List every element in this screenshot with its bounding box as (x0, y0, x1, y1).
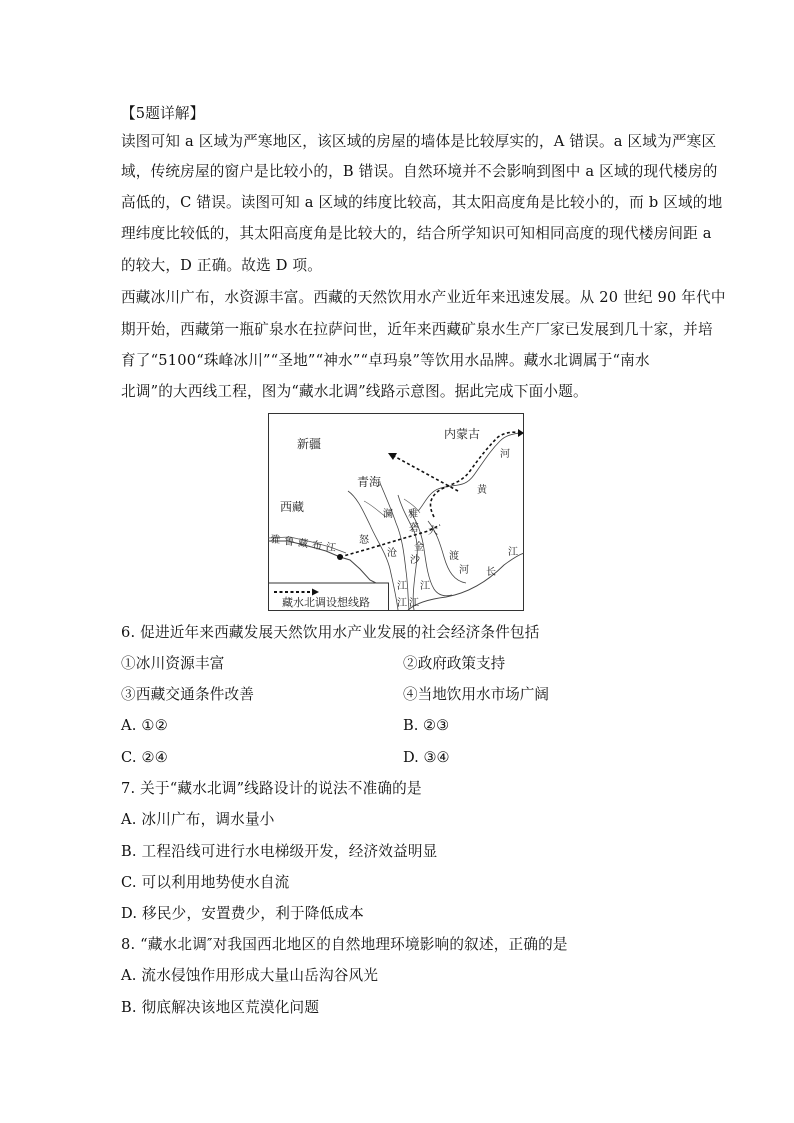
label-du: 渡 (449, 551, 459, 562)
label-chang: 长 (486, 567, 496, 578)
q6-item-2: ②政府政策支持 (403, 655, 506, 672)
label-xizang: 西藏 (280, 500, 305, 514)
label-jiang-right: 江 (508, 547, 518, 558)
label-long: 砻 (409, 523, 419, 534)
label-cang: 沧 (387, 548, 397, 559)
label-jiang-b: 江 (397, 581, 407, 592)
label-neimenggu: 内蒙古 (444, 427, 481, 441)
q6-option-c[interactable]: C. ②④ (121, 749, 169, 766)
label-nu: 怒 (359, 535, 369, 546)
q5-line-2: 域，传统房屋的窗户是比较小的，B 错误。自然环境并不会影响到图中 a 区域的现代楼房的 (121, 163, 718, 180)
q6-item-1: ①冰川资源丰富 (121, 655, 225, 672)
label-qinghai: 青海 (357, 475, 382, 489)
q7-option-a[interactable]: A. 冰川广布，调水量小 (121, 811, 275, 828)
label-sha: 沙 (410, 555, 420, 566)
q7-stem: 7. 关于“藏水北调”线路设计的说法不准确的是 (121, 780, 422, 797)
label-lan: 澜 (383, 509, 393, 520)
q6-item-4: ④当地饮用水市场广阔 (403, 686, 549, 703)
label-xinjiang: 新疆 (297, 437, 322, 451)
q5-line-3: 高低的，C 错误。读图可知 a 区域的纬度比较高，其太阳高度角是比较小的，而 b 区域的地 (121, 194, 723, 211)
intro-line-1: 西藏冰川广布，水资源丰富。西藏的天然饮用水产业近年来迅速发展。从 20 世纪 90 年代中 (121, 289, 726, 306)
label-he-top: 河 (500, 449, 510, 460)
q6-option-a[interactable]: A. ①② (121, 717, 168, 734)
intro-line-4: 北调”的大西线工程，图为“藏水北调”线路示意图。据此完成下面小题。 (121, 383, 588, 400)
q5-heading: 【5题详解】 (121, 105, 205, 122)
label-he2: 河 (459, 565, 469, 576)
label-jiang-c: 江 (397, 598, 407, 609)
intro-line-2: 期开始，西藏第一瓶矿泉水在拉萨问世，近年来西藏矿泉水生产厂家已发展到几十家，并培 (121, 321, 713, 338)
q8-option-b[interactable]: B. 彻底解决该地区荒漠化问题 (121, 999, 320, 1016)
q7-option-d[interactable]: D. 移民少，安置费少，利于降低成本 (121, 905, 364, 922)
q6-stem: 6. 促进近年来西藏发展天然饮用水产业发展的社会经济条件包括 (121, 624, 540, 641)
q6-item-3: ③西藏交通条件改善 (121, 686, 255, 703)
q7-option-b[interactable]: B. 工程沿线可进行水电梯级开发，经济效益明显 (121, 843, 438, 860)
q8-option-a[interactable]: A. 流水侵蚀作用形成大量山岳沟谷风光 (121, 967, 379, 984)
label-ya: 雅 (408, 509, 418, 520)
q5-line-5: 的较大，D 正确。故选 D 项。 (121, 257, 323, 274)
q5-line-4: 理纬度比较低的，其太阳高度角是比较大的，结合所学知识可知相同高度的现代楼房间距 a (121, 225, 712, 242)
label-jiang-d: 江 (409, 598, 419, 609)
label-da: 大 (428, 526, 438, 537)
water-diversion-map (268, 413, 524, 611)
q6-option-b[interactable]: B. ②③ (403, 717, 450, 734)
q6-option-d[interactable]: D. ③④ (403, 749, 450, 766)
legend-label: 藏水北调设想线路 (282, 596, 370, 609)
intro-line-3: 育了“5100“珠峰冰川”“圣地”“神水”“卓玛泉”等饮用水品牌。藏水北调属于“南水 (121, 352, 650, 369)
label-huang: 黄 (477, 485, 487, 496)
q7-option-c[interactable]: C. 可以利用地势使水自流 (121, 874, 290, 891)
label-yalu: 雅鲁藏布江 (269, 534, 341, 555)
label-jin: 金 (414, 542, 424, 553)
q8-stem: 8. “藏水北调″对我国西北地区的自然地理环境影响的叙述，正确的是 (121, 936, 568, 953)
q5-line-1: 读图可知 a 区域为严寒地区，该区域的房屋的墙体是比较厚实的，A 错误。a 区域为严寒区 (121, 133, 717, 150)
label-jiang-a: 江 (420, 581, 430, 592)
